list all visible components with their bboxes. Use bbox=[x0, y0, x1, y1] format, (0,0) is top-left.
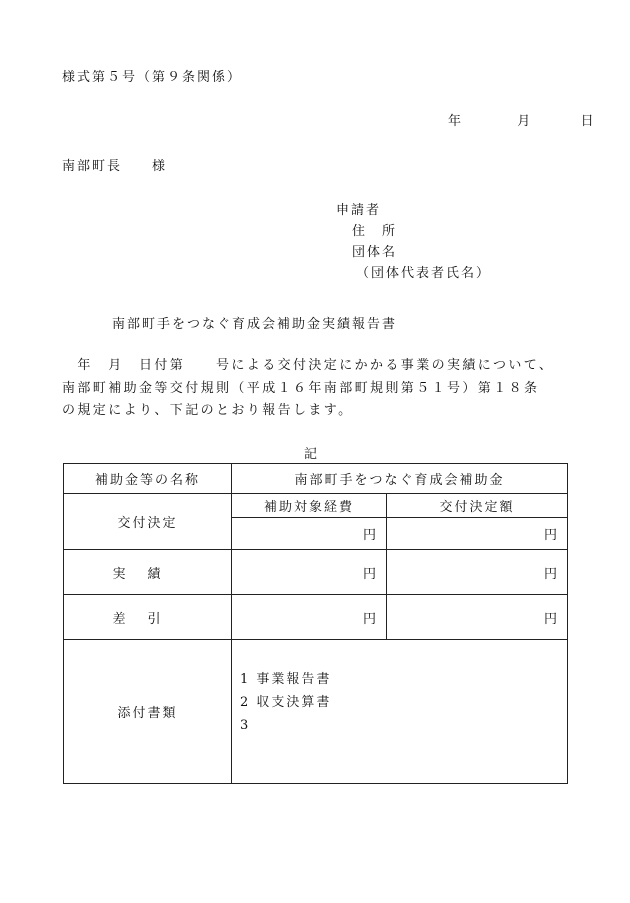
table-row bbox=[64, 464, 568, 494]
date-line bbox=[448, 110, 596, 129]
body-line: の規定により、下記のとおり報告します。 bbox=[62, 403, 354, 418]
ki-heading: 記 bbox=[304, 447, 318, 462]
actual-label: 実績 bbox=[112, 566, 183, 582]
list-item: 2 収支決算書 bbox=[240, 695, 332, 710]
decision-amount-cell: 円 bbox=[387, 518, 568, 550]
applicant-block bbox=[336, 200, 491, 284]
representative-label: （団体代表者氏名） bbox=[356, 266, 492, 281]
col-header-cost: 補助対象経費 bbox=[232, 494, 387, 518]
decision-label: 交付決定 bbox=[64, 494, 232, 550]
col-header-amount: 交付決定額 bbox=[387, 494, 568, 518]
subsidy-name-label: 補助金等の名称 bbox=[64, 464, 232, 494]
difference-label: 差引 bbox=[112, 611, 183, 627]
actual-amount-cell: 円 bbox=[387, 550, 568, 595]
attachments-list bbox=[240, 668, 559, 737]
actual-cost-cell: 円 bbox=[232, 550, 387, 595]
difference-cost-cell: 円 bbox=[232, 595, 387, 640]
attachments-label: 添付書類 bbox=[64, 640, 232, 784]
date-month: 月 bbox=[517, 114, 533, 129]
form-number: 様式第５号（第９条関係） bbox=[62, 70, 243, 85]
report-table bbox=[63, 463, 568, 784]
addressee: 南部町長 様 bbox=[62, 159, 168, 174]
address-label: 住 所 bbox=[352, 224, 398, 239]
list-item: 1 事業報告書 bbox=[240, 672, 332, 687]
date-year: 年 bbox=[448, 114, 464, 129]
subsidy-name-value: 南部町手をつなぐ育成会補助金 bbox=[232, 464, 568, 494]
decision-cost-cell: 円 bbox=[232, 518, 387, 550]
table-row bbox=[64, 595, 568, 640]
actual-label-cell bbox=[64, 550, 232, 595]
list-item: 3 bbox=[240, 718, 251, 733]
document-title: 南部町手をつなぐ育成会補助金実績報告書 bbox=[112, 317, 398, 332]
body-line: 年 月 日付第 号による交付決定にかかる事業の実績について、 bbox=[62, 358, 555, 373]
body-text bbox=[62, 355, 554, 423]
table-row bbox=[64, 640, 568, 784]
difference-label-cell bbox=[64, 595, 232, 640]
applicant-heading: 申請者 bbox=[336, 203, 382, 218]
table-row bbox=[64, 550, 568, 595]
body-line: 南部町補助金等交付規則（平成１６年南部町規則第５１号）第１８条 bbox=[62, 380, 540, 396]
date-day: 日 bbox=[580, 114, 596, 129]
group-name-label: 団体名 bbox=[352, 245, 398, 260]
table-row bbox=[64, 494, 568, 518]
attachments-cell bbox=[232, 640, 568, 784]
difference-amount-cell: 円 bbox=[387, 595, 568, 640]
